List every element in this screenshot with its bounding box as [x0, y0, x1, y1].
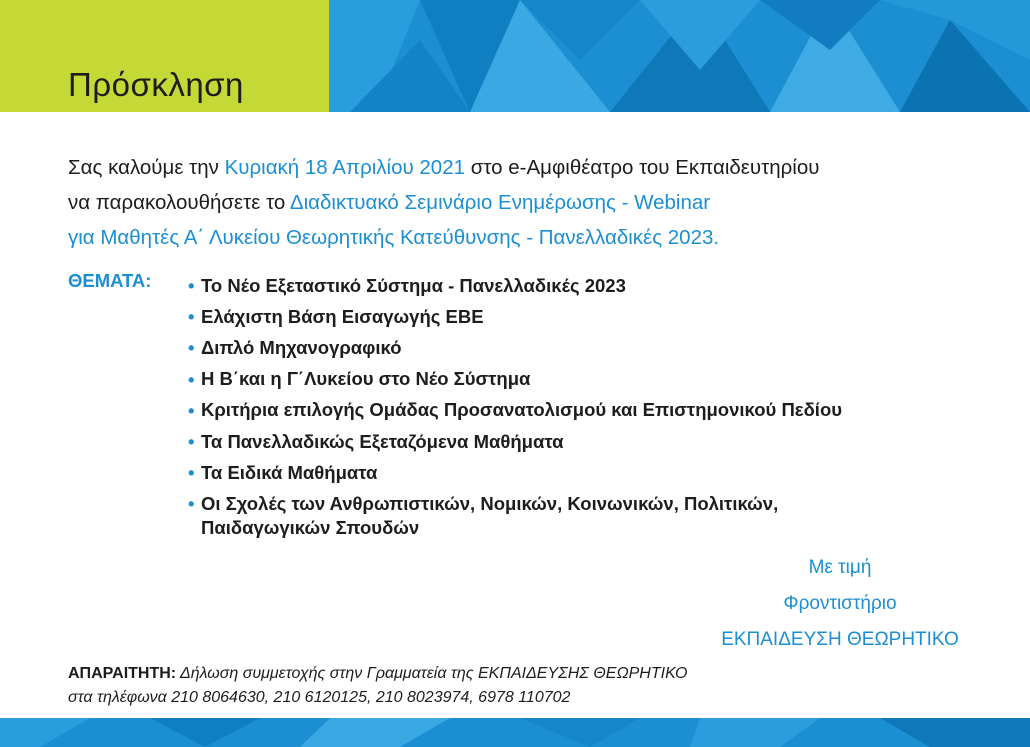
- intro-text: Σας καλούμε την: [68, 156, 225, 179]
- signature-org-name: ΕΚΠΑΙΔΕΥΣΗ ΘΕΩΡΗΤΙΚΟ: [721, 629, 959, 650]
- intro-text: στο e-Αμφιθέατρο του Εκπαιδευτηρίου: [465, 156, 820, 179]
- intro-text: να παρακολουθήσετε το: [68, 191, 290, 214]
- bullet-icon: •: [188, 462, 195, 484]
- list-item: [188, 301, 988, 332]
- topic-text: Η Β΄και η Γ΄Λυκείου στο Νέο Σύστημα: [201, 368, 531, 390]
- signature-org-type: Φροντιστήριο: [783, 593, 897, 614]
- list-item: [188, 332, 988, 363]
- page-title: Πρόσκληση: [68, 66, 244, 103]
- bullet-icon: •: [188, 368, 195, 390]
- footer-pattern: [0, 718, 1030, 747]
- topic-text: Τα Πανελλαδικώς Εξεταζόμενα Μαθήματα: [201, 430, 564, 452]
- bullet-icon: •: [188, 430, 195, 452]
- intro-paragraph: [68, 150, 998, 255]
- bullet-icon: •: [188, 337, 195, 359]
- footer-band: [0, 718, 1030, 747]
- bullet-icon: •: [188, 399, 195, 421]
- note-line-2: [68, 686, 687, 710]
- topic-text: Κριτήρια επιλογής Ομάδας Προσανατολισμού και Επιστημονικού Πεδίου: [201, 399, 843, 421]
- signature-greeting: Με τιμή: [808, 557, 872, 578]
- topic-text: Ελάχιστη Βάση Εισαγωγής ΕΒΕ: [201, 305, 484, 327]
- note-text: Δήλωση συμμετοχής στην Γραμματεία της ΕΚΠΑΙΔΕΥΣΗΣ ΘΕΩΡΗΤΙΚΟ: [176, 665, 688, 682]
- intro-line-3: για Μαθητές Α΄ Λυκείου Θεωρητικής Κατεύθυνσης - Πανελλαδικές 2023.: [68, 226, 720, 249]
- topics-list: [188, 270, 988, 544]
- intro-line-1: [68, 150, 998, 185]
- list-item: [188, 395, 988, 426]
- list-item: [188, 488, 988, 543]
- bullet-icon: •: [188, 306, 195, 328]
- list-item: [188, 364, 988, 395]
- list-item: [188, 270, 988, 301]
- topic-text: Το Νέο Εξεταστικό Σύστημα - Πανελλαδικές 2023: [201, 274, 626, 296]
- bullet-icon: •: [188, 275, 195, 296]
- topic-text: Τα Ειδικά Μαθήματα: [201, 461, 378, 483]
- event-date: Κυριακή 18 Απριλίου 2021: [224, 156, 466, 179]
- note-line-1: [68, 662, 687, 686]
- topics-label: ΘΕΜΑΤΑ:: [68, 270, 152, 291]
- note-label: ΑΠΑΡΑΙΤΗΤΗ:: [68, 665, 177, 682]
- intro-line-2: [68, 185, 998, 220]
- topic-text: Οι Σχολές των Ανθρωπιστικών, Νομικών, Κοινωνικών, Πολιτικών, Παιδαγωγικών Σπουδών: [201, 492, 779, 538]
- bullet-icon: •: [188, 493, 195, 515]
- list-item: [188, 426, 988, 457]
- required-note: [68, 662, 687, 710]
- signature-block: [700, 550, 980, 658]
- topic-text: Διπλό Μηχανογραφικό: [201, 336, 402, 358]
- list-item: [188, 457, 988, 488]
- phone-numbers: στα τηλέφωνα 210 8064630, 210 6120125, 210 8023974, 6978 110702: [68, 689, 571, 706]
- event-name: Διαδικτυακό Σεμινάριο Ενημέρωσης - Webinar: [289, 191, 711, 214]
